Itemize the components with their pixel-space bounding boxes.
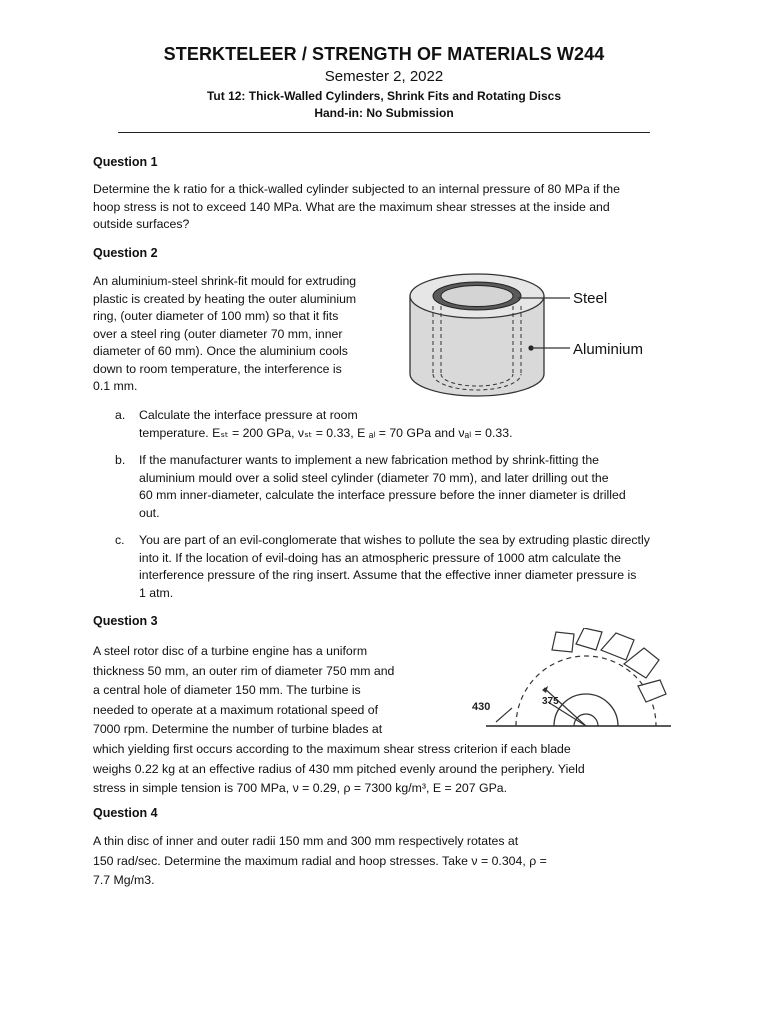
part-line: 60 mm inner-diameter, calculate the interface pressure before the inner diameter is drilled bbox=[139, 488, 626, 502]
question-1-text bbox=[93, 181, 673, 234]
turbine-blade bbox=[552, 632, 574, 652]
aluminium-label: Aluminium bbox=[573, 341, 644, 358]
label-430: 430 bbox=[472, 701, 491, 713]
turbine-blade bbox=[576, 628, 602, 650]
q2-intro-line: plastic is created by heating the outer aluminium bbox=[93, 291, 357, 306]
arrow-head bbox=[542, 686, 548, 693]
question-3-heading: Question 3 bbox=[93, 614, 158, 628]
turbine-disc-sketch bbox=[456, 628, 676, 736]
q1-line: Determine the k ratio for a thick-walled cylinder subjected to an internal pressure of 80 MPa if the bbox=[93, 182, 620, 196]
part-line: If the manufacturer wants to implement a new fabrication method by shrink-fitting the bbox=[139, 453, 599, 467]
semester-line: Semester 2, 2022 bbox=[324, 68, 444, 85]
q1-line: outside surfaces? bbox=[93, 217, 190, 231]
label-375: 375 bbox=[542, 696, 559, 707]
q2-intro-line: over a steel ring (outer diameter 70 mm, inner bbox=[93, 326, 343, 341]
q3-line: stress in simple tension is 700 MPa, ν = 0.29, ρ = 7300 kg/m³, E = 207 GPa. bbox=[93, 781, 508, 795]
part-line: aluminium mould over a solid steel cylinder (diameter 70 mm), and later drilling out the bbox=[139, 470, 609, 485]
q4-line: 150 rad/sec. Determine the maximum radial and hoop stresses. Take ν = 0.304, ρ = bbox=[93, 853, 547, 868]
leader-430 bbox=[496, 708, 512, 722]
q3-line: which yielding first occurs according to the maximum shear stress criterion if each blade bbox=[93, 742, 571, 756]
part-line: You are part of an evil-conglomerate that wishes to pollute the sea by extruding plastic directly bbox=[139, 533, 650, 547]
turbine-blade bbox=[601, 633, 634, 660]
header-divider bbox=[118, 132, 650, 133]
inner-bore bbox=[441, 286, 513, 307]
q2-intro-line: ring, (outer diameter of 100 mm) so that it fits bbox=[93, 309, 339, 323]
question-3-rest bbox=[93, 740, 678, 799]
part-line: into it. If the location of evil-doing has an atmospheric pressure of 1000 atm calculate the bbox=[139, 550, 621, 565]
shrink-fit-cylinder-figure bbox=[405, 270, 675, 404]
q4-line: A thin disc of inner and outer radii 150 mm and 300 mm respectively rotates at bbox=[93, 834, 519, 848]
part-line: interference pressure of the ring insert. Assume that the effective inner diameter pressure is bbox=[139, 568, 637, 582]
question-1-heading: Question 1 bbox=[93, 155, 158, 169]
steel-label: Steel bbox=[573, 290, 608, 307]
q2-intro-line: diameter of 60 mm). Once the aluminium cools bbox=[93, 344, 348, 358]
q2-intro-line: down to room temperature, the interference is bbox=[93, 361, 342, 376]
q4-line: 7.7 Mg/m3. bbox=[93, 873, 155, 887]
document-title: STERKTELEER / STRENGTH OF MATERIALS W244 bbox=[163, 44, 605, 64]
question-2-heading: Question 2 bbox=[93, 246, 158, 260]
tutorial-line: Tut 12: Thick-Walled Cylinders, Shrink Fits and Rotating Discs bbox=[206, 89, 562, 103]
question-4-text bbox=[93, 832, 678, 891]
q3-line: A steel rotor disc of a turbine engine has a uniform bbox=[93, 644, 368, 658]
part-line: out. bbox=[139, 505, 160, 520]
q3-line: thickness 50 mm, an outer rim of diameter 750 mm and bbox=[93, 663, 395, 678]
disc-arc bbox=[554, 694, 618, 726]
part-line: 1 atm. bbox=[139, 585, 174, 600]
part-label: a. bbox=[115, 408, 126, 422]
part-line: Calculate the interface pressure at room bbox=[139, 408, 358, 422]
question-3-intro bbox=[93, 642, 443, 740]
handin-line: Hand-in: No Submission bbox=[314, 106, 454, 120]
q3-line: 7000 rpm. Determine the number of turbine blades at bbox=[93, 722, 383, 736]
q1-line: hoop stress is not to exceed 140 MPa. What are the maximum shear stresses at the inside and bbox=[93, 199, 610, 214]
radius-430-line bbox=[544, 688, 586, 726]
question-4-heading: Question 4 bbox=[93, 806, 158, 820]
q2-intro-line: An aluminium-steel shrink-fit mould for extruding bbox=[93, 274, 357, 288]
q3-line: a central hole of diameter 150 mm. The turbine is bbox=[93, 683, 361, 697]
q2-intro-line: 0.1 mm. bbox=[93, 379, 138, 393]
part-label: b. bbox=[115, 453, 126, 467]
q3-line: weighs 0.22 kg at an effective radius of 430 mm pitched evenly around the periphery. Yield bbox=[93, 761, 585, 776]
question-2-intro bbox=[93, 273, 383, 396]
part-label: c. bbox=[115, 533, 125, 547]
q3-line: needed to operate at a maximum rotational speed of bbox=[93, 702, 379, 717]
part-line: temperature. Eₛₜ = 200 GPa, νₛₜ = 0.33, E ₐₗ = 70 GPa and νₐₗ = 0.33. bbox=[139, 425, 513, 440]
